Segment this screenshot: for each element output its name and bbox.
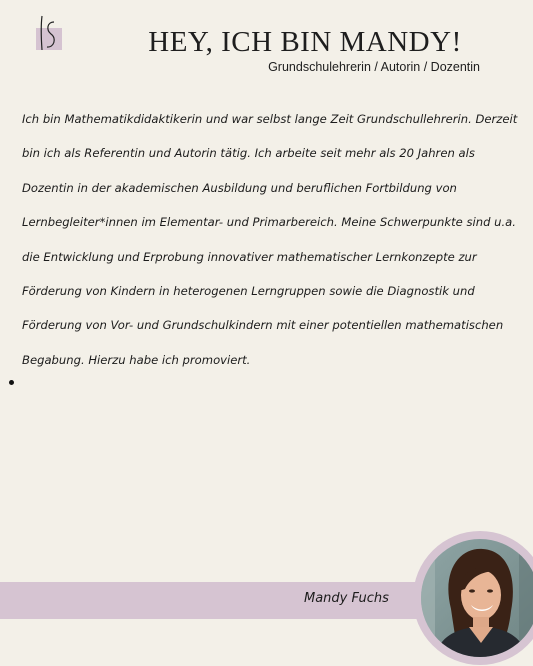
list-item <box>6 380 14 385</box>
page-title: HEY, ICH BIN MANDY! <box>148 26 462 58</box>
author-name: Mandy Fuchs <box>304 591 389 606</box>
bullet-dot <box>9 380 14 385</box>
bio-text: Ich bin Mathematikdidaktikerin und war selbst lange Zeit Grundschullehrerin. Derzeit bin ich als Referentin und Autorin tätig. Ich arbeite seit mehr als 20 Jahren als Dozentin in der akademischen Ausbildung und beruflichen Fortbildung von Lernbegleiter*innen im Elementar- und Primarbereich. Meine Schwerpunkte sind u.a. die Entwicklung und Erprobung innovativer mathematischer Lernkonzepte zur Förderung von Kindern in heterogenen Lerngruppen sowie die Diagnostik und Förderung von Vor- und Grundschulkindern mit einer potentiellen mathematischen Begabung. Hierzu habe ich promoviert. <box>22 112 518 367</box>
portrait-photo-icon <box>421 539 533 657</box>
empty-bullet-list <box>6 376 14 385</box>
portrait-photo <box>421 539 533 657</box>
logo <box>32 14 64 54</box>
initials-monogram-icon <box>32 14 64 54</box>
page-subtitle: Grundschulehrerin / Autorin / Dozentin <box>268 60 480 74</box>
